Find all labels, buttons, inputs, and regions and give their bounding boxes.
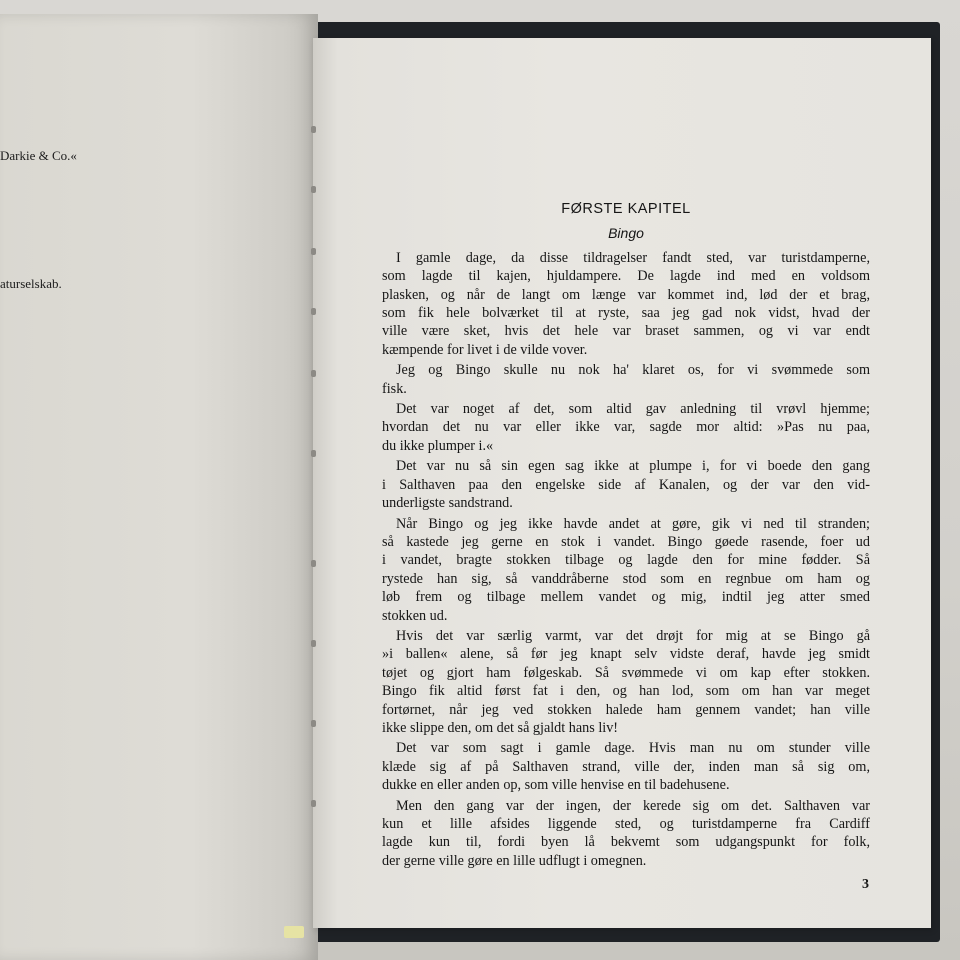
text-line: som fik hele bolværket til at ryste, saa jeg gad nok vidst, hvad der [382, 305, 870, 322]
text-line: kun et lille afsides liggende sted, og turistdamperne fra Cardiff [382, 816, 870, 832]
text-line: Men den gang var der ingen, der kerede sig om det. Salthaven var [396, 797, 870, 814]
text-line: Det var nu så sin egen sag ikke at plumpe i, for vi boede den gang [396, 458, 870, 475]
paragraph [382, 627, 870, 737]
chapter-subtitle: Bingo [608, 225, 644, 242]
binding-stitch [311, 370, 316, 377]
text-line: fortørnet, når jeg ved stokken halede ham gennem vandet; han ville [382, 701, 870, 718]
bookmark-tab [284, 926, 304, 938]
text-line: der gerne ville gøre en lille udflugt i omegnen. [382, 852, 647, 869]
paragraph [382, 400, 870, 455]
text-line: så kastede jeg gerne en stok i vandet. Bingo gøede rasende, foer ud [382, 533, 870, 550]
chapter-title: FØRSTE KAPITEL [561, 201, 691, 217]
paragraph [382, 249, 870, 359]
page-number: 3 [862, 877, 869, 892]
text-line: Hvis det var særlig varmt, var det drøjt for mig at se Bingo gå [396, 627, 870, 644]
chapter-text [382, 200, 870, 872]
text-line: Jeg og Bingo skulle nu nok ha' klaret os, for vi svømmede som [396, 362, 870, 379]
text-line: Det var noget af det, som altid gav anledning til vrøvl hjemme; [396, 401, 870, 418]
paragraph [382, 457, 870, 512]
binding-stitch [311, 308, 316, 315]
text-line: i Salthaven paa den engelske side af Kanalen, og der var den vid- [382, 476, 870, 493]
binding-stitch [311, 640, 316, 647]
text-line: dukke en eller anden op, som ville henvise en til badehusene. [382, 777, 730, 794]
binding-stitch [311, 186, 316, 193]
text-line: som lagde til kajen, hjuldampere. De lagde ind med en voldsom [382, 268, 870, 285]
text-line: Når Bingo og jeg ikke havde andet at gøre, gik vi ned til stranden; [396, 515, 870, 532]
text-line: klæde sig af på Salthaven strand, ville der, inden man så sig om, [382, 758, 870, 775]
paragraph [382, 361, 870, 398]
text-line: ville være sket, hvis det hele var braset sammen, og vi var endt [382, 323, 870, 340]
text-line: underligste sandstrand. [382, 495, 513, 512]
paragraph [382, 515, 870, 625]
binding-stitch [311, 560, 316, 567]
binding-stitch [311, 248, 316, 255]
text-line: fisk. [382, 380, 407, 397]
text-line: »i ballen« alene, så før jeg knapt selv vidste deraf, havde jeg smidt [382, 646, 870, 663]
text-line: du ikke plumper i.« [382, 437, 494, 454]
text-line: stokken ud. [382, 607, 448, 624]
text-line: rystede han sig, så vanddråberne stod som en regnbue om ham og [382, 570, 870, 587]
left-page [0, 14, 318, 960]
left-page-line: Darkie & Co.« [0, 148, 77, 163]
text-line: Det var som sagt i gamle dage. Hvis man nu om stunder ville [396, 740, 870, 757]
paragraph [382, 739, 870, 794]
text-line: lagde kun til, fordi byen lå bekvemt som udgangspunkt for folk, [382, 834, 870, 851]
text-line: hvordan det nu var eller ikke var, sagde mor altid: »Pas nu paa, [382, 419, 870, 436]
text-line: i vandet, bragte stokken tilbage og lagde den for mine fødder. Så [382, 552, 870, 569]
text-line: ikke slippe den, om det så gjaldt hans liv! [382, 719, 619, 736]
text-line: løb frem og tilbage mellem vandet og mig, indtil jeg atter smed [382, 589, 870, 606]
text-line: kæmpende for livet i de vilde vover. [382, 341, 588, 358]
binding-stitch [311, 800, 316, 807]
binding-stitch [311, 450, 316, 457]
text-line: plasken, og når de langt om længe var kommet ind, lød der et brag, [382, 286, 870, 303]
text-line: tøjet og gjort ham følgeskab. Så svømmede vi om kap efter stokken. [382, 664, 870, 681]
text-line: Bingo fik altid først fat i den, og han lod, som om han var meget [382, 683, 870, 700]
paragraph [382, 797, 870, 871]
binding-stitch [311, 126, 316, 133]
paragraph-container [382, 249, 870, 870]
text-line: I gamle dage, da disse tildragelser fandt sted, var turistdamperne, [396, 249, 870, 266]
left-page-line: aturselskab. [0, 276, 62, 291]
binding-stitch [311, 720, 316, 727]
